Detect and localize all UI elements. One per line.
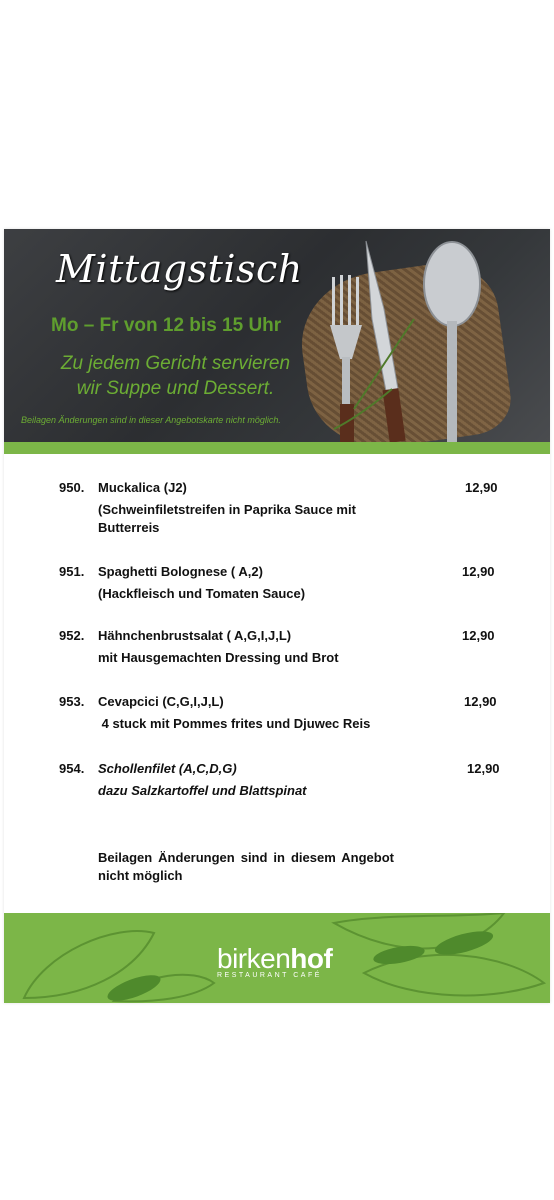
item-name: Hähnchenbrustsalat ( A,G,I,J,L) [98, 628, 292, 643]
serve-note [48, 351, 303, 401]
footer-band [4, 913, 550, 1003]
item-name: Schollenfilet (A,C,D,G) [98, 761, 237, 776]
restaurant-logo [217, 943, 332, 979]
item-price: 12,90 [464, 694, 497, 709]
item-number: 953. [59, 694, 85, 709]
item-number: 950. [59, 480, 85, 495]
item-description: mit Hausgemachten Dressing und Brot [98, 650, 339, 665]
header-banner [4, 229, 550, 442]
logo-text-birken: birken [217, 943, 291, 974]
item-price: 12,90 [462, 628, 495, 643]
logo-text-hof: hof [290, 943, 333, 974]
item-description: 4 stuck mit Pommes frites und Djuwec Reis [98, 716, 371, 731]
opening-hours: Mo – Fr von 12 bis 15 Uhr [51, 315, 282, 336]
menu-footnote: Beilagen Änderungen sind in diesem Angebot nicht möglich [98, 850, 394, 883]
item-description: dazu Salzkartoffel und Blattspinat [98, 783, 307, 798]
item-description: (Hackfleisch und Tomaten Sauce) [98, 586, 306, 601]
item-price: 12,90 [465, 480, 498, 495]
item-price: 12,90 [467, 761, 500, 776]
item-description-line-2: Butterreis [98, 520, 160, 535]
cutlery-image [314, 229, 550, 442]
serve-line-1: Zu jedem Gericht servieren [60, 353, 291, 374]
item-number: 952. [59, 628, 85, 643]
item-name: Muckalica (J2) [98, 480, 187, 495]
item-price: 12,90 [462, 564, 495, 579]
item-number: 954. [59, 761, 85, 776]
item-description-line-1: (Schweinfiletstreifen in Paprika Sauce mit [98, 502, 356, 517]
item-name: Cevapcici (C,G,I,J,L) [98, 694, 224, 709]
logo-subtitle: RESTAURANT CAFÉ [217, 972, 322, 979]
serve-line-2: wir Suppe und Dessert. [76, 378, 275, 399]
item-name: Spaghetti Bolognese ( A,2) [98, 564, 263, 579]
page-title: Mittagstisch [56, 247, 303, 291]
green-divider [4, 442, 550, 454]
menu-list [4, 454, 550, 914]
item-number: 951. [59, 564, 85, 579]
banner-small-note: Beilagen Änderungen sind in dieser Angebotskarte nicht möglich. [21, 415, 281, 425]
menu-sheet [4, 229, 550, 1003]
